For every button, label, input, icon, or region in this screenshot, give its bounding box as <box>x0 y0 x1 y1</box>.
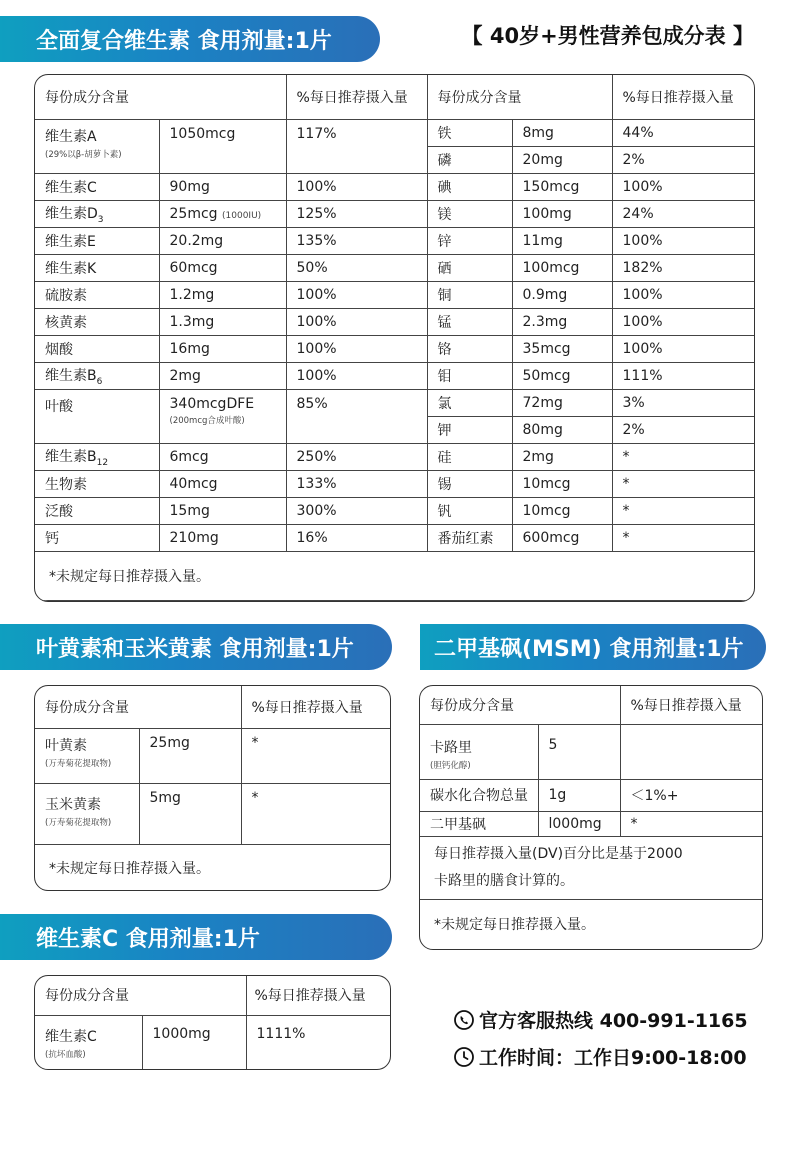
lutein-dv: * <box>241 728 391 783</box>
nutrient-name: 烟酸 <box>35 335 159 362</box>
nutrient-dv: 250% <box>286 443 427 470</box>
nutrient-amount: 6mcg <box>159 443 286 470</box>
header-amount-right: 每份成分含量 <box>427 75 612 119</box>
calorie-name: 卡路里 <box>430 739 472 756</box>
mineral-amount: 2.3mg <box>512 308 612 335</box>
nutrient-name: 维生素K <box>35 254 159 281</box>
mineral-name: 镁 <box>427 200 512 227</box>
lutein-name: 叶黄素 <box>45 737 87 754</box>
nutrient-name: 核黄素 <box>35 308 159 335</box>
nutrient-name <box>35 362 159 389</box>
table-row <box>35 728 139 783</box>
nutrient-name: 叶酸 <box>35 389 159 443</box>
nutrient-name: 维生素A <box>45 128 97 145</box>
clock-icon <box>453 1046 475 1068</box>
nutrient-dv: 100% <box>286 173 427 200</box>
mineral-name: 钼 <box>427 362 512 389</box>
nutrient-name: 生物素 <box>35 470 159 497</box>
dv-explanation-line-2: 卡路里的膳食计算的。 <box>434 872 574 889</box>
header-dv-right: %每日推荐摄入量 <box>612 75 755 119</box>
vitc-banner-text: 维生素C 食用剂量:1片 <box>36 926 260 952</box>
nutrient-name: 硫胺素 <box>35 281 159 308</box>
msm-dv: * <box>620 811 763 836</box>
nutrient-name-sub: 6 <box>96 376 103 387</box>
msm-header-amount: 每份成分含量 <box>420 686 620 724</box>
lutein-note: *未规定每日推荐摄入量。 <box>35 844 391 891</box>
calorie-dv <box>620 724 763 779</box>
mineral-name: 锰 <box>427 308 512 335</box>
mineral-dv: 100% <box>612 227 755 254</box>
zeaxanthin-dv: * <box>241 783 391 844</box>
table-row <box>35 119 159 173</box>
nutrient-amount: 2mg <box>159 362 286 389</box>
nutrient-amount: 20.2mg <box>159 227 286 254</box>
zeaxanthin-amount: 5mg <box>139 783 241 844</box>
nutrient-dv: 135% <box>286 227 427 254</box>
nutrient-name <box>35 200 159 227</box>
mineral-name: 硅 <box>427 443 512 470</box>
zeaxanthin-name: 玉米黄素 <box>45 796 101 813</box>
mineral-amount: 20mg <box>512 146 612 173</box>
mineral-dv: 100% <box>612 335 755 362</box>
nutrient-name-sub: 3 <box>97 214 104 225</box>
vitc-dv: 1111% <box>246 1015 391 1070</box>
nutrient-name: 钙 <box>35 524 159 551</box>
msm-name: 二甲基砜 <box>420 811 538 836</box>
mineral-amount: 8mg <box>512 119 612 146</box>
mineral-dv: * <box>612 443 755 470</box>
nutrient-name-text: 维生素B <box>45 448 97 465</box>
nutrient-dv: 100% <box>286 362 427 389</box>
mineral-name: 钒 <box>427 497 512 524</box>
mineral-dv: 111% <box>612 362 755 389</box>
mineral-name: 番茄红素 <box>427 524 512 551</box>
nutrient-amount <box>159 200 286 227</box>
nutrient-amount <box>159 389 286 443</box>
mineral-name: 铬 <box>427 335 512 362</box>
nutrient-name-text: 维生素D <box>45 205 98 222</box>
nutrient-dv: 50% <box>286 254 427 281</box>
mineral-amount: 600mcg <box>512 524 612 551</box>
main-note: *未规定每日推荐摄入量。 <box>35 551 755 600</box>
mineral-name: 硒 <box>427 254 512 281</box>
nutrient-name: 维生素C <box>35 173 159 200</box>
hotline-text: 官方客服热线 400-991-1165 <box>479 1010 748 1032</box>
nutrient-amount: 40mcg <box>159 470 286 497</box>
dv-explanation <box>420 836 763 899</box>
carb-amount: 1g <box>538 779 620 811</box>
phone-icon <box>453 1009 475 1031</box>
nutrient-dv: 100% <box>286 335 427 362</box>
nutrient-amount-sub: (200mcg合成叶酸) <box>169 415 245 426</box>
nutrient-amount: 1050mcg <box>159 119 286 173</box>
vitc-amount: 1000mg <box>142 1015 246 1070</box>
nutrient-amount-text: 340mcgDFE <box>169 395 255 412</box>
vitc-header-amount: 每份成分含量 <box>35 976 246 1015</box>
main-nutrition-table <box>34 74 755 602</box>
mineral-amount: 100mcg <box>512 254 612 281</box>
lutein-header-amount: 每份成分含量 <box>35 686 241 728</box>
hotline <box>453 1006 748 1033</box>
lutein-sub: (万寿菊花提取物) <box>45 758 112 769</box>
mineral-name: 铜 <box>427 281 512 308</box>
zeaxanthin-sub: (万寿菊花提取物) <box>45 817 112 828</box>
nutrient-dv: 125% <box>286 200 427 227</box>
nutrient-amount: 1.2mg <box>159 281 286 308</box>
hours-text: 工作时间：工作日9:00-18:00 <box>479 1047 747 1069</box>
nutrient-dv: 100% <box>286 308 427 335</box>
page-title: 【 40岁+男性营养包成分表 】 <box>461 24 754 48</box>
mineral-dv: * <box>612 497 755 524</box>
lutein-banner <box>0 624 392 670</box>
mineral-name: 钾 <box>427 416 512 443</box>
msm-note: *未规定每日推荐摄入量。 <box>420 899 763 949</box>
lutein-table <box>35 686 391 891</box>
vitc-header-dv: %每日推荐摄入量 <box>246 976 391 1015</box>
nutrient-amount: 15mg <box>159 497 286 524</box>
mineral-name: 磷 <box>427 146 512 173</box>
work-hours <box>453 1043 747 1070</box>
msm-banner-text: 二甲基砜(MSM) 食用剂量:1片 <box>434 636 744 662</box>
nutrient-name-text: 维生素B <box>45 367 97 384</box>
mineral-name: 锌 <box>427 227 512 254</box>
nutrient-name: 泛酸 <box>35 497 159 524</box>
calorie-sub: (胆钙化醇) <box>430 760 471 771</box>
mineral-dv: 100% <box>612 173 755 200</box>
dv-explanation-line-1: 每日推荐摄入量(DV)百分比是基于2000 <box>434 845 683 862</box>
mineral-amount: 10mcg <box>512 470 612 497</box>
nutrient-dv: 300% <box>286 497 427 524</box>
lutein-table-box <box>34 685 391 891</box>
nutrient-dv: 117% <box>286 119 427 173</box>
mineral-amount: 0.9mg <box>512 281 612 308</box>
nutrient-name-sub: 12 <box>96 457 109 468</box>
nutrient-amount: 60mcg <box>159 254 286 281</box>
header-dv-left: %每日推荐摄入量 <box>286 75 427 119</box>
mineral-amount: 80mg <box>512 416 612 443</box>
mineral-amount: 11mg <box>512 227 612 254</box>
lutein-amount: 25mg <box>139 728 241 783</box>
mineral-amount: 50mcg <box>512 362 612 389</box>
nutrient-sub: (29%以β-胡萝卜素) <box>45 149 122 160</box>
mineral-dv: 182% <box>612 254 755 281</box>
mineral-dv: 100% <box>612 281 755 308</box>
mineral-dv: 2% <box>612 416 755 443</box>
mineral-name: 碘 <box>427 173 512 200</box>
nutrient-name: 维生素E <box>35 227 159 254</box>
main-banner <box>0 16 380 62</box>
header-amount-left: 每份成分含量 <box>35 75 286 119</box>
table-row <box>420 724 538 779</box>
vitc-banner <box>0 914 392 960</box>
msm-amount: l000mg <box>538 811 620 836</box>
mineral-name: 铁 <box>427 119 512 146</box>
main-banner-text: 全面复合维生素 食用剂量:1片 <box>36 28 332 54</box>
mineral-dv: 24% <box>612 200 755 227</box>
mineral-dv: 2% <box>612 146 755 173</box>
mineral-amount: 100mg <box>512 200 612 227</box>
mineral-name: 氯 <box>427 389 512 416</box>
msm-banner <box>420 624 766 670</box>
mineral-dv: 100% <box>612 308 755 335</box>
nutrient-amount: 90mg <box>159 173 286 200</box>
vitc-sub: (抗坏血酸) <box>45 1049 86 1060</box>
nutrient-name <box>35 443 159 470</box>
table-row <box>35 783 139 844</box>
mineral-amount: 2mg <box>512 443 612 470</box>
vitc-table <box>35 976 391 1070</box>
msm-table-box <box>419 685 763 950</box>
mineral-dv: 3% <box>612 389 755 416</box>
mineral-amount: 72mg <box>512 389 612 416</box>
nutrient-dv: 85% <box>286 389 427 443</box>
mineral-amount: 10mcg <box>512 497 612 524</box>
nutrient-amount: 16mg <box>159 335 286 362</box>
mineral-dv: 44% <box>612 119 755 146</box>
mineral-amount: 35mcg <box>512 335 612 362</box>
nutrient-amount: 1.3mg <box>159 308 286 335</box>
lutein-header-dv: %每日推荐摄入量 <box>241 686 391 728</box>
main-table <box>35 75 755 601</box>
mineral-amount: 150mcg <box>512 173 612 200</box>
table-row <box>35 1015 142 1070</box>
nutrient-dv: 100% <box>286 281 427 308</box>
msm-header-dv: %每日推荐摄入量 <box>620 686 763 724</box>
vitc-name: 维生素C <box>45 1028 97 1045</box>
mineral-dv: * <box>612 470 755 497</box>
mineral-name: 锡 <box>427 470 512 497</box>
nutrient-amount-text: 25mcg <box>169 205 218 222</box>
calorie-amount: 5 <box>538 724 620 779</box>
nutrient-dv: 133% <box>286 470 427 497</box>
nutrient-amount-extra: (1000IU) <box>222 210 262 221</box>
lutein-banner-text: 叶黄素和玉米黄素 食用剂量:1片 <box>36 636 354 662</box>
msm-table <box>420 686 763 950</box>
carb-name: 碳水化合物总量 <box>420 779 538 811</box>
carb-dv: ＜1%+ <box>620 779 763 811</box>
nutrient-amount: 210mg <box>159 524 286 551</box>
nutrient-dv: 16% <box>286 524 427 551</box>
mineral-dv: * <box>612 524 755 551</box>
vitc-table-box <box>34 975 391 1070</box>
